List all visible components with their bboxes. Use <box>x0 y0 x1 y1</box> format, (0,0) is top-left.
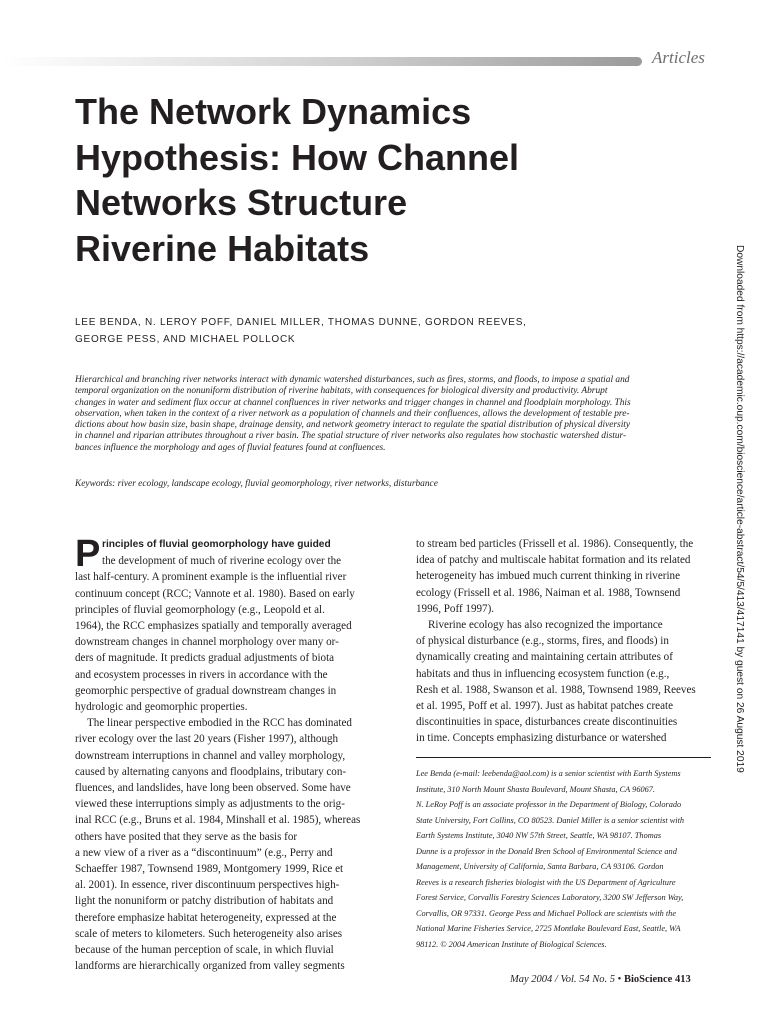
body-line: therefore emphasize habitat heterogeneity, expressed at the <box>75 911 337 924</box>
body-line: ecology (Frissell et al. 1986, Naiman et al. 1988, Townsend <box>416 586 681 599</box>
bio-divider <box>416 757 711 758</box>
bio-line: National Marine Fisheries Service, 2725 Montlake Boulevard East, Seattle, WA <box>416 924 681 933</box>
journal-name: BioScience <box>623 974 673 985</box>
body-line: et al. 1995, Poff et al. 1997). Just as habitat patches create <box>416 700 674 713</box>
body-line: The linear perspective embodied in the RCC has dominated <box>87 717 352 730</box>
bio-line: Management, University of California, Santa Barbara, CA 93106. Gordon <box>416 862 664 871</box>
bio-line: N. LeRoy Poff is an associate professor in the Department of Biology, Colorado <box>416 800 682 809</box>
abstract <box>75 375 711 454</box>
author-line: LEE BENDA, N. LEROY POFF, DANIEL MILLER, THOMAS DUNNE, GORDON REEVES, <box>75 317 527 328</box>
body-line: Riverine ecology has also recognized the importance <box>428 619 663 632</box>
author-bios <box>416 766 714 952</box>
body-line: al. 2001). In essence, river discontinuum perspectives high- <box>75 879 340 892</box>
body-line: of physical disturbance (e.g., storms, fires, and floods) in <box>416 635 669 648</box>
bio-line: Earth Systems Institute, 3040 NW 57th Street, Seattle, WA 98107. Thomas <box>416 831 662 840</box>
bio-line: Institute, 310 North Mount Shasta Boulevard, Mount Shasta, CA 96067. <box>416 784 655 794</box>
bio-line: Forest Service, Corvallis Forestry Sciences Laboratory, 3200 SW Jefferson Way, <box>416 893 684 902</box>
body-line: others have posited that they serve as the basis for <box>75 830 298 843</box>
title-line: The Network Dynamics <box>75 91 472 132</box>
body-line: viewed these interruptions simply as adjustments to the orig- <box>75 798 345 811</box>
download-notice-text: Downloaded from https://academic.oup.com/bioscience/article-abstract/54/5/413/417141 by guest on 26 August 2019 <box>734 245 745 773</box>
body-line: because of the human perception of scale, in which fluvial <box>75 944 334 957</box>
bio-line: Dunne is a professor in the Donald Bren School of Environmental Science and <box>416 846 677 856</box>
abstract-line: dictions about how basin size, basin shape, drainage density, and network geometry interact to regulate the spatial distribution of physical diversity <box>75 420 631 431</box>
body-line: river ecology over the last 20 years (Fisher 1997), although <box>75 733 339 746</box>
body-line: caused by alternating canyons and floodplains, tributary con- <box>75 765 347 778</box>
bio-line: Reeves is a research fisheries biologist with the US Department of Agriculture <box>416 877 676 887</box>
abstract-line: Hierarchical and branching river networks interact with dynamic watershed disturbances, such as fires, storms, and floods, to impose a spatial and <box>75 375 630 385</box>
body-line: in time. Concepts emphasizing disturbance or watershed <box>416 732 667 745</box>
drop-cap: P <box>75 533 101 575</box>
footer-separator: • <box>617 974 622 985</box>
body-line: Schaeffer 1987, Townsend 1989, Montgomery 1999, Rice et <box>75 863 344 876</box>
body-line: downstream changes in channel morphology over many or- <box>75 636 339 649</box>
body-line: habitats and thus in influencing ecosystem function (e.g., <box>416 667 670 680</box>
body-line: idea of patchy and multiscale habitat formation and its related <box>416 554 691 567</box>
body-line: ders of magnitude. It predicts gradual adjustments of biota <box>75 652 335 665</box>
abstract-line: bances influence the morphology and ages of fluvial features found at confluences. <box>75 442 386 453</box>
body-line: inal RCC (e.g., Bruns et al. 1984, Minshall et al. 1985), whereas <box>75 814 361 827</box>
body-line: a new view of a river as a “discontinuum” (e.g., Perry and <box>75 846 333 859</box>
body-line: light the nonuniform or patchy distribution of habitats and <box>75 895 334 908</box>
bio-line: State University, Fort Collins, CO 80523. Daniel Miller is a senior scientist with <box>416 815 685 825</box>
section-header-bar <box>0 57 642 66</box>
body-line: geomorphic perspective of gradual downstream changes in <box>75 684 337 697</box>
body-line: Resh et al. 1988, Swanson et al. 1988, Townsend 1989, Reeves <box>416 683 696 696</box>
bio-line: 98112. © 2004 American Institute of Biological Sciences. <box>416 939 607 949</box>
body-line: 1964), the RCC emphasizes spatially and temporally averaged <box>75 620 352 633</box>
author-list <box>75 314 635 348</box>
body-line: last half-century. A prominent example is the influential river <box>75 571 347 584</box>
body-line: 1996, Poff 1997). <box>416 602 495 615</box>
body-line: hydrologic and geomorphic properties. <box>75 701 248 714</box>
article-title <box>75 89 655 271</box>
bio-line: Lee Benda (e-mail: leebenda@aol.com) is a senior scientist with Earth Systems <box>416 769 681 778</box>
body-line: to stream bed particles (Frissell et al. 1986). Consequently, the <box>416 538 694 550</box>
abstract-line: observation, when taken in the context of a river network as a population of channels and their confluences, allows the development of testable pre- <box>75 408 630 419</box>
body-line: landforms are hierarchically organized from valley segments <box>75 960 345 973</box>
body-line: dynamically creating and maintaining certain attributes of <box>416 651 673 664</box>
lead-in-text: rinciples of fluvial geomorphology have guided <box>102 539 331 550</box>
abstract-line: changes in water and sediment flux occur at channel confluences in river networks and trigger changes in channel and floodplain morphology. This <box>75 397 631 408</box>
body-column-right <box>416 536 711 747</box>
body-line: downstream interruptions in channel and valley morphology, <box>75 749 346 762</box>
bio-line: Corvallis, OR 97331. George Pess and Michael Pollock are scientists with the <box>416 908 677 918</box>
body-line: fluences, and landslides, have long been observed. Some have <box>75 782 351 795</box>
body-line: heterogeneity has imbued much current thinking in riverine <box>416 570 681 583</box>
body-line: and ecosystem processes in rivers in accordance with the <box>75 668 328 681</box>
page-footer <box>510 974 691 985</box>
section-label: Articles <box>652 48 705 67</box>
issue-info: May 2004 / Vol. 54 No. 5 <box>510 974 615 985</box>
title-line: Riverine Habitats <box>75 227 370 269</box>
body-line: the development of much of riverine ecology over the <box>102 555 342 568</box>
body-line: continuum concept (RCC; Vannote et al. 1980). Based on early <box>75 587 355 600</box>
abstract-line: in channel and riparian attributes throughout a river basin. The spatial structure of river networks also regulates how stochastic watershed distur- <box>75 431 627 442</box>
body-column-left <box>75 533 370 974</box>
page-number: 413 <box>674 974 691 985</box>
body-line: scale of meters to kilometers. Such heterogeneity also arises <box>75 927 343 940</box>
keywords: Keywords: river ecology, landscape ecology, fluvial geomorphology, river networks, disturbance <box>75 479 438 489</box>
body-line: discontinuities in space, disturbances create discontinuities <box>416 716 678 729</box>
body-line: principles of fluvial geomorphology (e.g., Leopold et al. <box>75 603 325 616</box>
abstract-line: temporal organization on the nonuniform distribution of riverine habitats, with consequences for biological diversity and productivity. Abrupt <box>75 386 608 397</box>
author-line: GEORGE PESS, AND MICHAEL POLLOCK <box>75 334 296 345</box>
title-line: Hypothesis: How Channel <box>75 136 520 178</box>
title-line: Networks Structure <box>75 182 408 223</box>
lead-in <box>75 536 370 553</box>
